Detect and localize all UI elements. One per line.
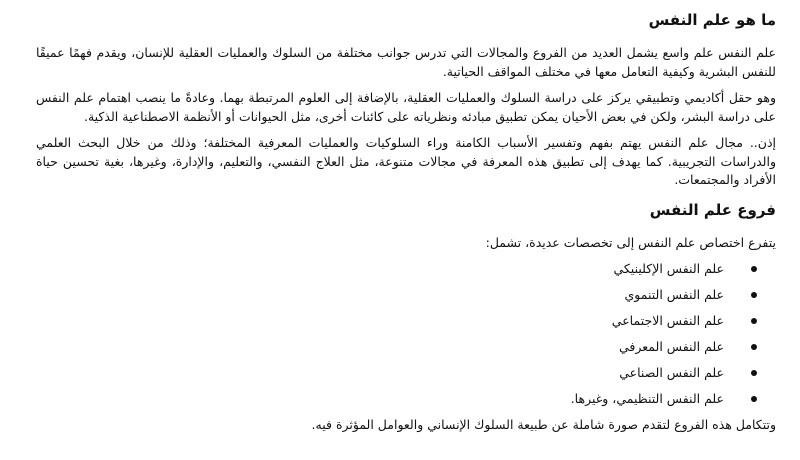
list-item [36,338,776,364]
bullet-icon [751,344,757,350]
list-item [36,390,776,416]
branches-list [36,260,776,416]
main-heading: ما هو علم النفس [648,11,776,29]
list-item [36,364,776,390]
list-item [36,286,776,312]
paragraph-2: وهو حقل أكاديمي وتطبيقي يركز على دراسة السلوك والعمليات العقلية، بالإضافة إلى العلوم المرتبطة بهما. وعادةً ما ينصب اهتمام علم النفس على دراسة البشر، ولكن في بعض الأحيان يمكن تطبيق مبادئه ونظرياته على كائنات أخرى، مثل الحيوانات أو الأنظمة الاصطناعية الذكية. [36,90,776,124]
bullet-icon [751,396,757,402]
branches-heading: فروع علم النفس [649,200,776,219]
paragraph-1: علم النفس علم واسع يشمل العديد من الفروع والمجالات التي تدرس جوانب مختلفة من السلوك والعمليات العقلية للإنسان، ويقدم فهمًا عميقًا للنفس البشرية وكيفية التعامل معها في مختلف المواقف الحياتية. [36,45,776,79]
bullet-icon [751,266,757,272]
list-item [36,312,776,338]
list-item-label: علم النفس الإكلينيكي [613,261,724,276]
list-item-label: علم النفس المعرفي [618,339,724,354]
list-item-label: علم النفس الاجتماعي [611,313,724,328]
bullet-icon [751,318,757,324]
closing-paragraph: وتتكامل هذه الفروع لتقدم صورة شاملة عن طبيعة السلوك الإنساني والعوامل المؤثرة فيه. [311,417,776,432]
bullet-icon [751,292,757,298]
list-item-label: علم النفس التنظيمي، وغيرها. [570,391,724,406]
paragraph-3: إذن.. مجال علم النفس يهتم بفهم وتفسير الأسباب الكامنة وراء السلوكيات والعمليات المعرفية المختلفة؛ وذلك من خلال البحث العلمي والدراسات التجريبية. كما يهدف إلى تطبيق هذه المعرفة في مجالات متنوعة، مثل العلاج النفسي، والتعليم، والإدارة، وغيرها، بغية تحسين حياة الأفراد والمجتمعات. [36,135,776,187]
branches-intro: يتفرع اختصاص علم النفس إلى تخصصات عديدة، تشمل: [485,234,776,250]
list-item-label: علم النفس الصناعي [619,365,724,380]
list-item [36,260,776,286]
bullet-icon [751,370,757,376]
list-item-label: علم النفس التنموي [624,287,724,302]
